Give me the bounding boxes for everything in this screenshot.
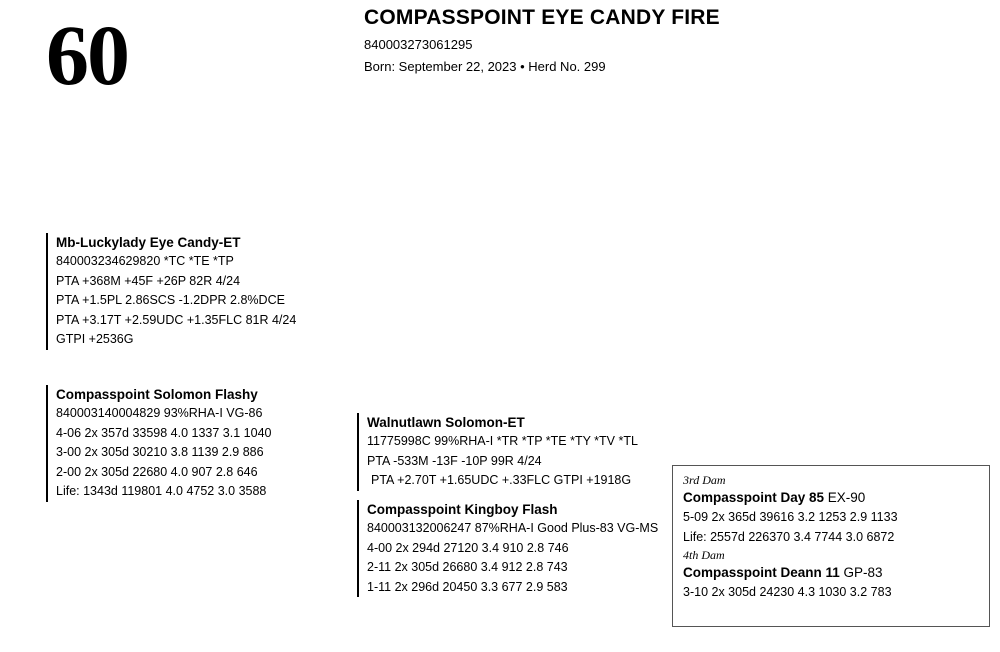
third-dam-classification: EX-90 bbox=[824, 490, 866, 505]
sire-line-1: 840003234629820 *TC *TE *TP bbox=[56, 254, 234, 268]
third-dam-name-text: Compasspoint Day 85 bbox=[683, 490, 825, 505]
fourth-dam-name bbox=[683, 563, 981, 583]
ancestral-dams-box bbox=[672, 465, 990, 627]
dam-name: Compasspoint Solomon Flashy bbox=[56, 387, 258, 402]
second-dam-block bbox=[357, 500, 658, 597]
second-dam-name: Compasspoint Kingboy Flash bbox=[367, 502, 558, 517]
born-and-herd-line: Born: September 22, 2023 • Herd No. 299 bbox=[364, 59, 606, 74]
second-dam-line-1: 840003132006247 87%RHA-I Good Plus-83 VG-MS bbox=[367, 521, 659, 535]
maternal-grandsire-name: Walnutlawn Solomon-ET bbox=[367, 415, 525, 430]
lot-number: 60 bbox=[46, 7, 128, 103]
dam-line-1: 840003140004829 93%RHA-I VG-86 bbox=[56, 406, 263, 420]
sire-name: Mb-Luckylady Eye Candy-ET bbox=[56, 235, 241, 250]
sire-line-2: PTA +368M +45F +26P 82R 4/24 bbox=[56, 273, 241, 288]
fourth-dam-classification: GP-83 bbox=[839, 565, 883, 580]
sire-block bbox=[46, 233, 296, 350]
maternal-grandsire-line-1: 11775998C 99%RHA-I *TR *TP *TE *TY *TV *TL bbox=[367, 434, 638, 448]
second-dam-line-4: 1-11 2x 296d 20450 3.3 677 2.9 583 bbox=[367, 579, 568, 594]
maternal-grandsire-line-3: PTA +2.70T +1.65UDC +.33FLC GTPI +1918G bbox=[371, 473, 632, 487]
sire-line-4: PTA +3.17T +2.59UDC +1.35FLC 81R 4/24 bbox=[56, 312, 297, 327]
dam-line-5: Life: 1343d 119801 4.0 4752 3.0 3588 bbox=[56, 484, 267, 498]
third-dam-name bbox=[683, 488, 981, 508]
maternal-grandsire-block bbox=[357, 413, 638, 491]
sire-line-5: GTPI +2536G bbox=[56, 332, 134, 346]
dam-block bbox=[46, 385, 271, 502]
fourth-dam-name-text: Compasspoint Deann 11 bbox=[683, 565, 840, 580]
third-dam-line-2: Life: 2557d 226370 3.4 7744 3.0 6872 bbox=[683, 529, 895, 544]
fourth-dam-line-1: 3-10 2x 305d 24230 4.3 1030 3.2 783 bbox=[683, 585, 892, 599]
second-dam-line-2: 4-00 2x 294d 27120 3.4 910 2.8 746 bbox=[367, 540, 569, 555]
fourth-dam-label: 4th Dam bbox=[683, 548, 725, 562]
sire-line-3: PTA +1.5PL 2.86SCS -1.2DPR 2.8%DCE bbox=[56, 293, 285, 307]
registration-number: 840003273061295 bbox=[364, 37, 473, 52]
dam-line-2: 4-06 2x 357d 33598 4.0 1337 3.1 1040 bbox=[56, 425, 272, 440]
dam-line-4: 2-00 2x 305d 22680 4.0 907 2.8 646 bbox=[56, 464, 258, 479]
second-dam-line-3: 2-11 2x 305d 26680 3.4 912 2.8 743 bbox=[367, 560, 568, 574]
animal-header bbox=[364, 6, 924, 76]
third-dam-label: 3rd Dam bbox=[683, 473, 726, 487]
third-dam-line-1: 5-09 2x 365d 39616 3.2 1253 2.9 1133 bbox=[683, 510, 898, 524]
maternal-grandsire-line-2: PTA -533M -13F -10P 99R 4/24 bbox=[367, 453, 542, 468]
page-title: COMPASSPOINT EYE CANDY FIRE bbox=[364, 6, 720, 29]
dam-line-3: 3-00 2x 305d 30210 3.8 1139 2.9 886 bbox=[56, 445, 264, 459]
